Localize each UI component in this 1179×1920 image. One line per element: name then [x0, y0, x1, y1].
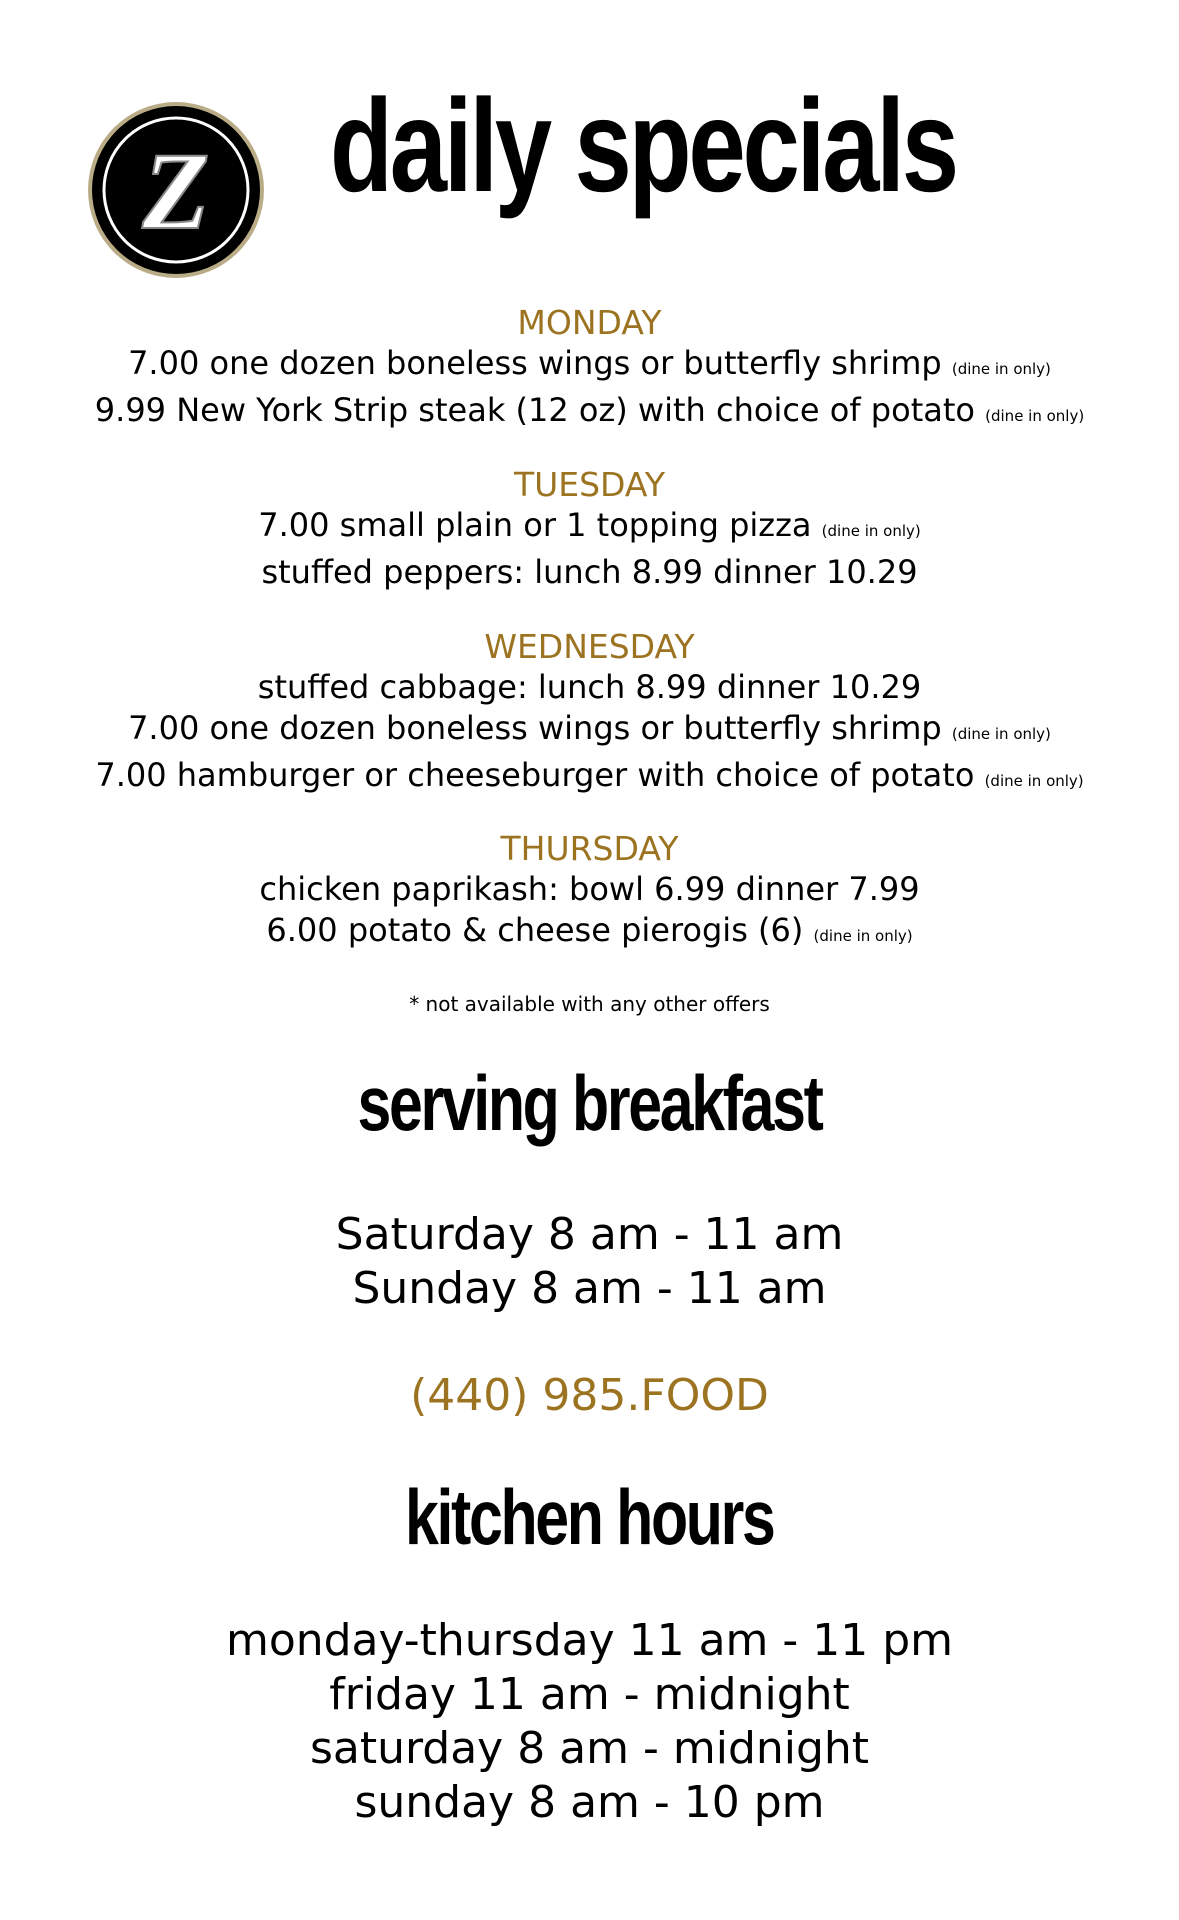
hours-line: saturday 8 am - midnight — [309, 1723, 870, 1774]
kitchen-heading: kitchen hours — [405, 1473, 774, 1561]
special-line: 7.00 small plain or 1 topping pizza (dine in only) — [258, 506, 921, 544]
special-line: 7.00 one dozen boneless wings or butterfly shrimp (dine in only) — [128, 709, 1051, 747]
hours-line: sunday 8 am - 10 pm — [354, 1777, 825, 1828]
special-line: stuffed peppers: lunch 8.99 dinner 10.29 — [261, 553, 918, 591]
phone-number: (440) 985.FOOD — [410, 1370, 769, 1421]
hours-line: monday-thursday 11 am - 11 pm — [225, 1615, 954, 1666]
day-heading: THURSDAY — [500, 829, 679, 868]
thursday-section — [0, 828, 1179, 957]
hours-line: Saturday 8 am - 11 am — [335, 1209, 844, 1260]
day-heading: MONDAY — [517, 303, 662, 342]
special-line: 7.00 hamburger or cheeseburger with choice of potato (dine in only) — [95, 756, 1084, 794]
wednesday-section — [0, 626, 1179, 802]
special-line: chicken paprikash: bowl 6.99 dinner 7.99 — [259, 870, 920, 908]
monday-section — [0, 302, 1179, 437]
day-heading: WEDNESDAY — [484, 627, 695, 666]
disclaimer: * not available with any other offers — [409, 992, 770, 1016]
tuesday-section — [0, 464, 1179, 593]
breakfast-hours — [0, 1208, 1179, 1316]
kitchen-hours — [0, 1614, 1179, 1830]
hours-line: friday 11 am - midnight — [329, 1669, 850, 1720]
special-line: 7.00 one dozen boneless wings or butterfly shrimp (dine in only) — [128, 344, 1051, 382]
special-line: 9.99 New York Strip steak (12 oz) with choice of potato (dine in only) — [94, 391, 1085, 429]
hours-line: Sunday 8 am - 11 am — [352, 1263, 827, 1314]
day-heading: TUESDAY — [513, 465, 666, 504]
special-line: 6.00 potato & cheese pierogis (6) (dine in only) — [266, 911, 913, 949]
breakfast-heading: serving breakfast — [357, 1059, 822, 1147]
logo — [86, 100, 266, 280]
special-line: stuffed cabbage: lunch 8.99 dinner 10.29 — [257, 668, 922, 706]
logo-letter: Z — [142, 130, 210, 252]
page-title: daily specials — [330, 72, 956, 219]
